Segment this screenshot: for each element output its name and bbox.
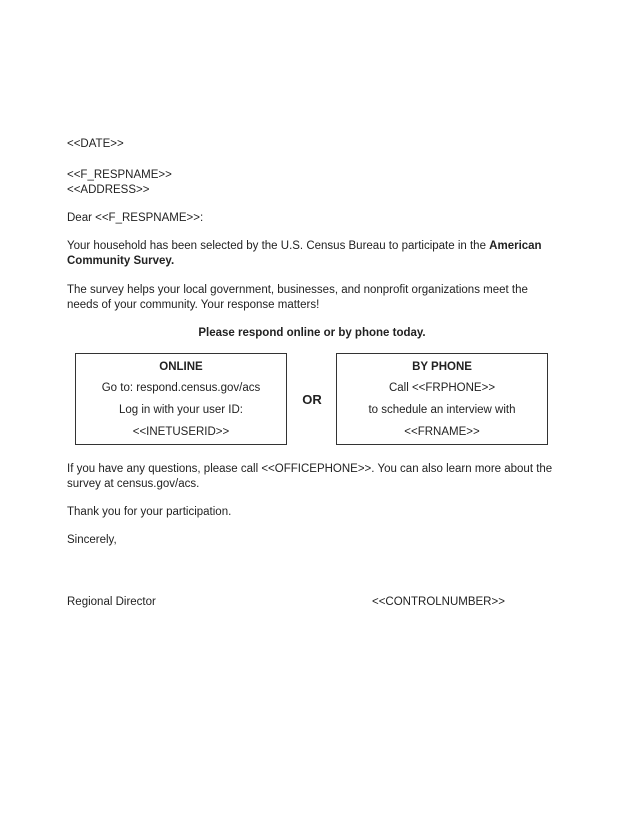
control-number: <<CONTROLNUMBER>> bbox=[372, 596, 505, 608]
call-to-action: Please respond online or by phone today. bbox=[198, 327, 426, 339]
purpose-paragraph: The survey helps your local government, businesses, and nonprofit organizations meet the needs of your community. Your response matters! bbox=[67, 284, 528, 311]
online-box-user-id: <<INETUSERID>> bbox=[132, 426, 230, 438]
online-box-url: Go to: respond.census.gov/acs bbox=[101, 382, 261, 394]
signer-title: Regional Director bbox=[67, 596, 156, 608]
phone-box-number: Call <<FRPHONE>> bbox=[388, 382, 496, 394]
salutation: Dear <<F_RESPNAME>>: bbox=[67, 212, 204, 224]
phone-box-fr-name: <<FRNAME>> bbox=[404, 426, 480, 438]
or-label: OR bbox=[302, 392, 322, 407]
online-box bbox=[75, 353, 287, 445]
recipient-address: <<ADDRESS>> bbox=[67, 184, 150, 196]
thanks-line: Thank you for your participation. bbox=[67, 506, 232, 518]
phone-box-schedule: to schedule an interview with bbox=[368, 404, 516, 416]
questions-paragraph: If you have any questions, please call <<OFFICEPHONE>>. You can also learn more about the survey at census.gov/acs. bbox=[67, 463, 553, 490]
date-field: <<DATE>> bbox=[67, 138, 124, 150]
intro-text: Your household has been selected by the U.S. Census Bureau to participate in the bbox=[67, 240, 490, 252]
online-box-login: Log in with your user ID: bbox=[118, 404, 243, 416]
recipient-name: <<F_RESPNAME>> bbox=[67, 169, 172, 181]
closing-line: Sincerely, bbox=[67, 534, 117, 546]
phone-box bbox=[336, 353, 548, 445]
phone-box-title: BY PHONE bbox=[412, 361, 472, 373]
survey-name: American Community Survey. bbox=[67, 240, 542, 267]
intro-paragraph bbox=[67, 239, 557, 269]
online-box-title: ONLINE bbox=[159, 361, 203, 373]
